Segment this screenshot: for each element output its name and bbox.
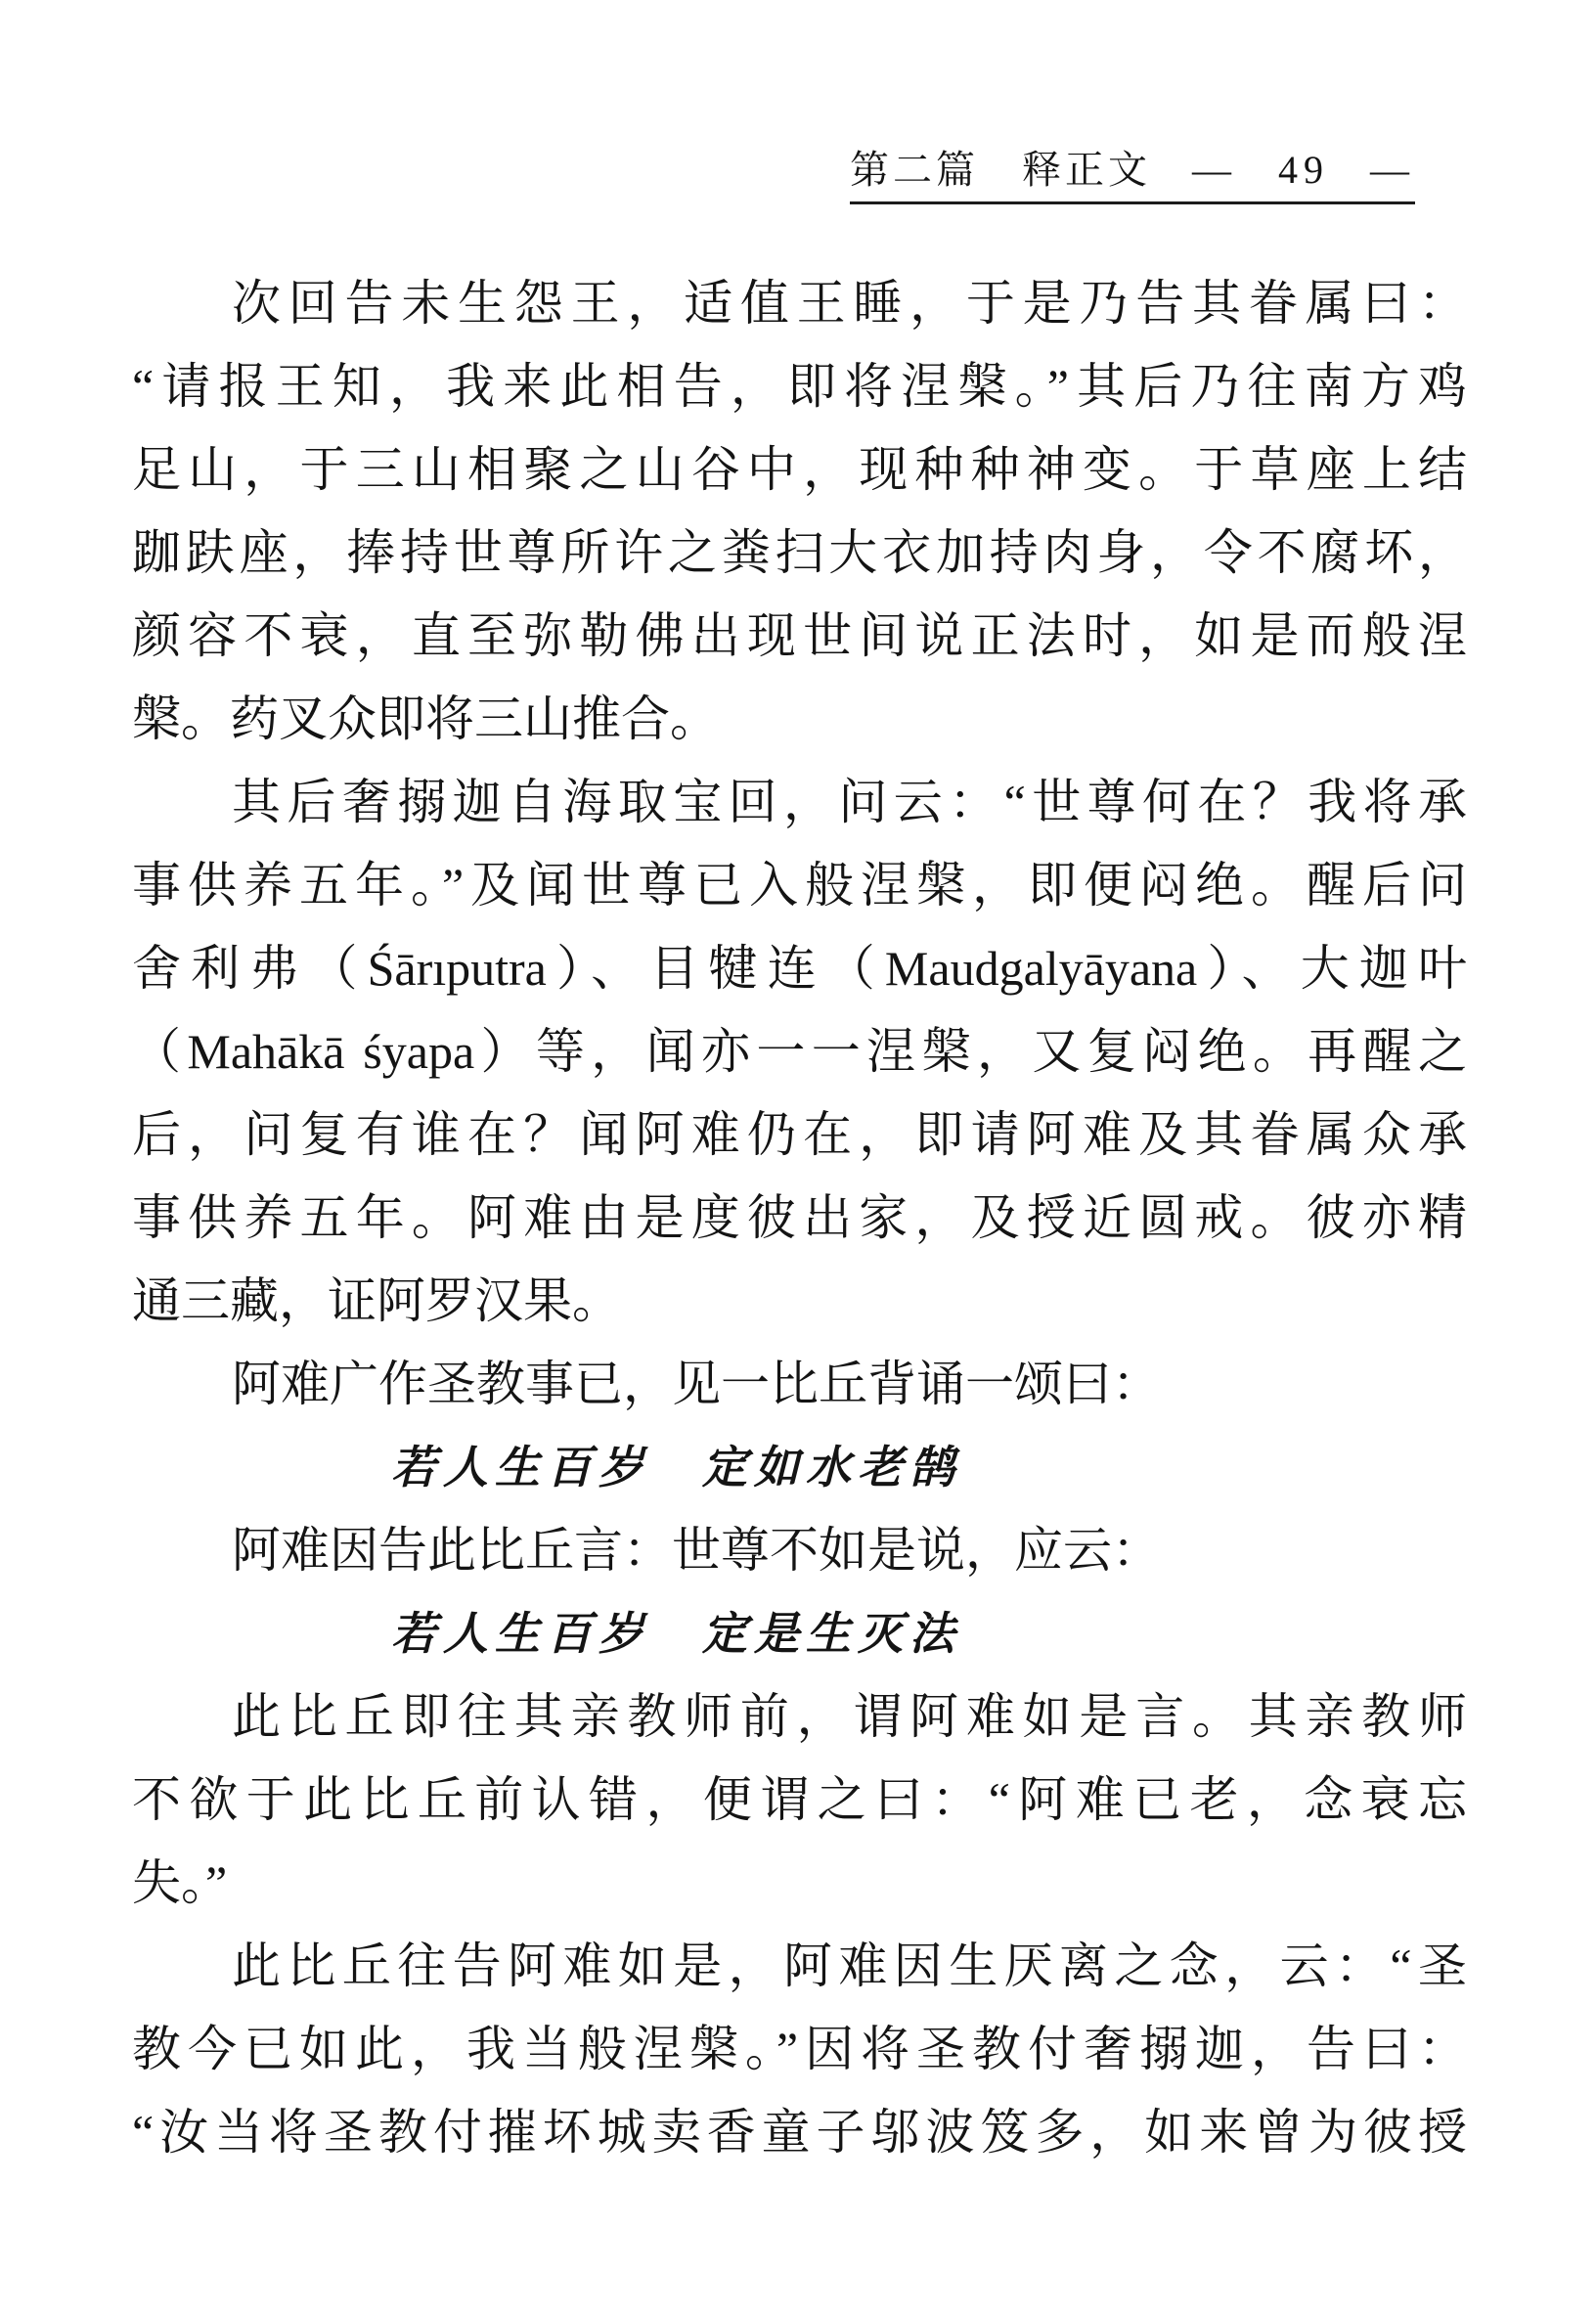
verse-line: 若人生百岁 定如水老鹄 [391, 1443, 961, 1493]
running-head [850, 147, 1415, 204]
text-line: 教今已如此，我当般涅槃。”因将圣教付奢搦迦，告曰： [132, 2022, 1467, 2076]
body-text [132, 262, 1467, 2174]
text-line: 其后奢搦迦自海取宝回，问云：“世尊何在？我将承 [232, 775, 1467, 829]
text-line: 跏趺座，捧持世尊所许之粪扫大衣加持肉身，令不腐坏， [132, 525, 1467, 580]
text-line: 足山，于三山相聚之山谷中，现种种神变。于草座上结 [132, 442, 1467, 497]
text-line: 后，问复有谁在？闻阿难仍在，即请阿难及其眷属众承 [132, 1107, 1467, 1162]
text-line: 通三藏，证阿罗汉果。 [132, 1273, 621, 1328]
running-head-section-title: 第二篇 释正文 [850, 148, 1151, 192]
running-head-page-number: — 49 — [1192, 148, 1415, 192]
text-line: 事供养五年。阿难由是度彼出家，及授近圆戒。彼亦精 [132, 1190, 1467, 1245]
text-line: “汝当将圣教付摧坏城卖香童子邬波笈多，如来曾为彼授 [132, 2105, 1467, 2160]
text-line: “请报王知，我来此相告，即将涅槃。”其后乃往南方鸡 [132, 359, 1467, 414]
text-line: 颜容不衰，直至弥勒佛出现世间说正法时，如是而般涅 [132, 608, 1467, 663]
text-line: 此比丘即往其亲教师前，谓阿难如是言。其亲教师 [232, 1689, 1467, 1744]
verse-line: 若人生百岁 定是生灭法 [391, 1609, 961, 1659]
text-line: 阿难因告此比丘言：世尊不如是说，应云： [232, 1523, 1161, 1578]
text-line: 事供养五年。”及闻世尊已入般涅槃，即便闷绝。醒后问 [132, 858, 1467, 913]
text-line: 此比丘往告阿难如是，阿难因生厌离之念，云：“圣 [232, 1938, 1467, 1993]
text-line: 阿难广作圣教事已，见一比丘背诵一颂曰： [232, 1357, 1161, 1411]
text-line: 不欲于此比丘前认错，便谓之曰：“阿难已老，念衰忘 [132, 1772, 1467, 1827]
text-line: 次回告未生怨王，适值王睡，于是乃告其眷属曰： [232, 276, 1467, 331]
text-line: 失。” [132, 1855, 228, 1910]
text-line: 槃。药叉众即将三山推合。 [132, 691, 719, 746]
text-line: 舍利弗（Śārıputra）、目犍连（Maudgalyāyana）、大迦叶 [132, 941, 1467, 996]
text-line: （Mahākā śyapa）等，闻亦一一涅槃，又复闷绝。再醒之 [132, 1024, 1467, 1079]
